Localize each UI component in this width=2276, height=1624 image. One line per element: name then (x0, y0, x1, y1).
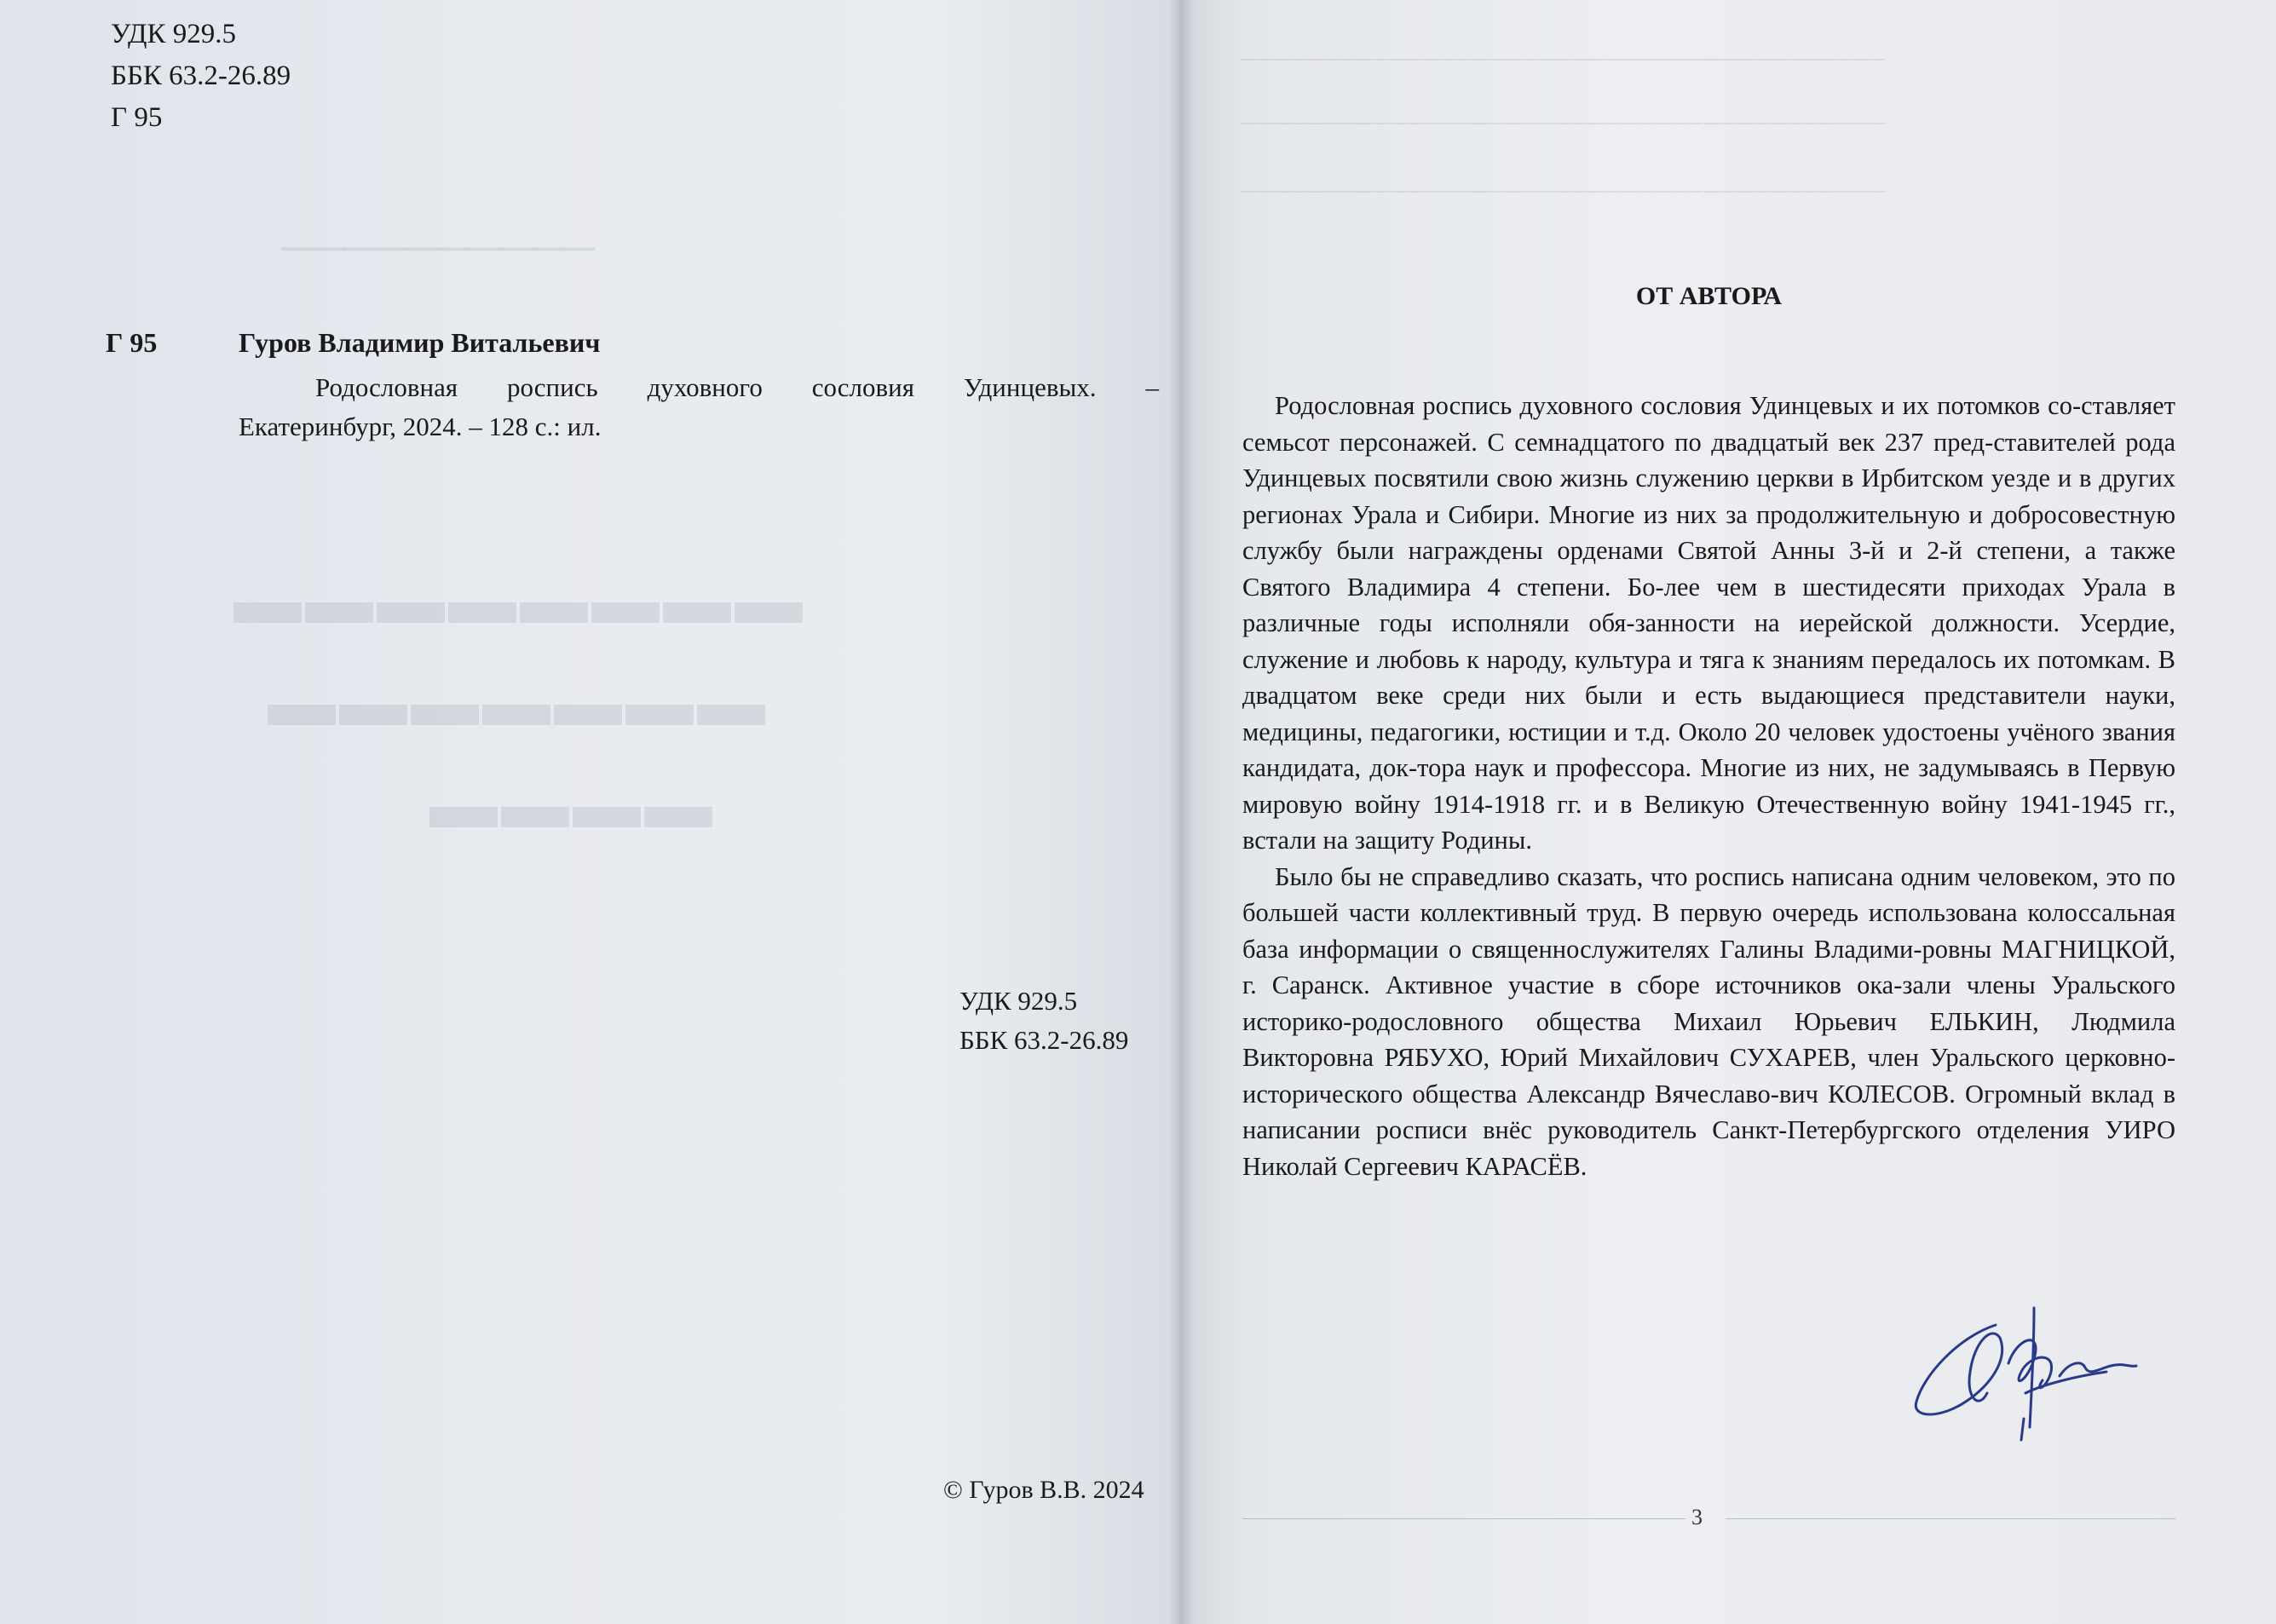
show-through-decoration: ────────── (281, 224, 596, 273)
preface-body (1242, 388, 2175, 1184)
show-through-decoration: ▬▬▬▬ (426, 768, 712, 843)
copyright-notice: © Гуров В.В. 2024 (943, 1476, 1144, 1504)
footer-rule-right (1726, 1518, 2175, 1519)
entry-author-sign: Г 95 (106, 327, 158, 358)
show-through-decoration: ─────────────────────────────────────── (1240, 179, 1886, 204)
bbk-code: ББК 63.2-26.89 (111, 60, 291, 91)
udk-code: УДК 929.5 (111, 19, 237, 49)
bbk-code: ББК 63.2-26.89 (959, 1025, 1129, 1055)
udk-code: УДК 929.5 (959, 986, 1078, 1016)
entry-description (239, 368, 1159, 446)
author-sign: Г 95 (111, 102, 163, 133)
entry-author-name: Гуров Владимир Витальевич (239, 327, 601, 358)
entry-imprint: Екатеринбург, 2024. – 128 с.: ил. (239, 412, 602, 441)
show-through-decoration: ▬▬▬▬▬▬▬ (264, 665, 765, 740)
preface-paragraph: Родословная роспись духовного сословия Удинцевых и их потомков со-ставляет семьсот персонажей. С семнадцатого по двадцатый век 237 пред-ставителей рода Удинцевых посвятили свою жизнь служению церкви в Ирбитском уезде и в других регионах Урала и Сибири. Многие из них за продолжительную и добросовестную службу были награждены орденами Святой Анны 3-й и 2-й степени, а также Святого Владимира 4 степени. Бо-лее чем в шестидесяти приходах Урала в различные годы исполняли обя-занности на иерейской должности. Усердие, служение и любовь к народу, культура и тяга к знаниям передалось их потомкам. В двадцатом веке среди них были и есть выдающиеся представители науки, медицины, педагогики, юстиции и т.д. Около 20 человек удостоены учёного звания кандидата, док-тора наук и профессора. Многие из них, не задумываясь в Первую мировую войну 1914-1918 гг. и в Великую Отечественную войну 1941-1945 гг., встали на защиту Родины. (1242, 391, 2175, 855)
show-through-decoration: ─────────────────────────────────────── (1240, 47, 1886, 72)
preface-paragraph: Было бы не справедливо сказать, что роспись написана одним человеком, это по большей части коллективный труд. В первую очередь использована колоссальная база информации о священнослужителях Галины Владими-ровны МАГНИЦКОЙ, г. Саранск. Активное участие в сборе источников ока-зали члены Уральского историко-родословного общества Михаил Юрьевич ЕЛЬКИН, Людмила Викторовна РЯБУХО, Юрий Михайлович СУХАРЕВ, член Уральского церковно-исторического общества Александр Вячеславо-вич КОЛЕСОВ. Огромный вклад в написании росписи внёс руководитель Санкт-Петербургского отделения УИРО Николай Сергеевич КАРАСЁВ. (1242, 861, 2175, 1181)
show-through-decoration: ─────────────────────────────────────── (1240, 111, 1886, 135)
preface-title: ОТ АВТОРА (1635, 282, 1783, 310)
catalog-codes-top (111, 14, 291, 139)
show-through-decoration: ▬▬▬▬▬▬▬▬ (230, 563, 803, 638)
page-number: 3 (1691, 1505, 1703, 1529)
catalog-codes-bottom (959, 982, 1128, 1060)
right-page (1180, 0, 2276, 1624)
author-signature-image (1906, 1291, 2179, 1453)
entry-title: Родословная роспись духовного сословия Удинцевых. – (315, 372, 1159, 402)
footer-rule-left (1242, 1518, 1685, 1519)
